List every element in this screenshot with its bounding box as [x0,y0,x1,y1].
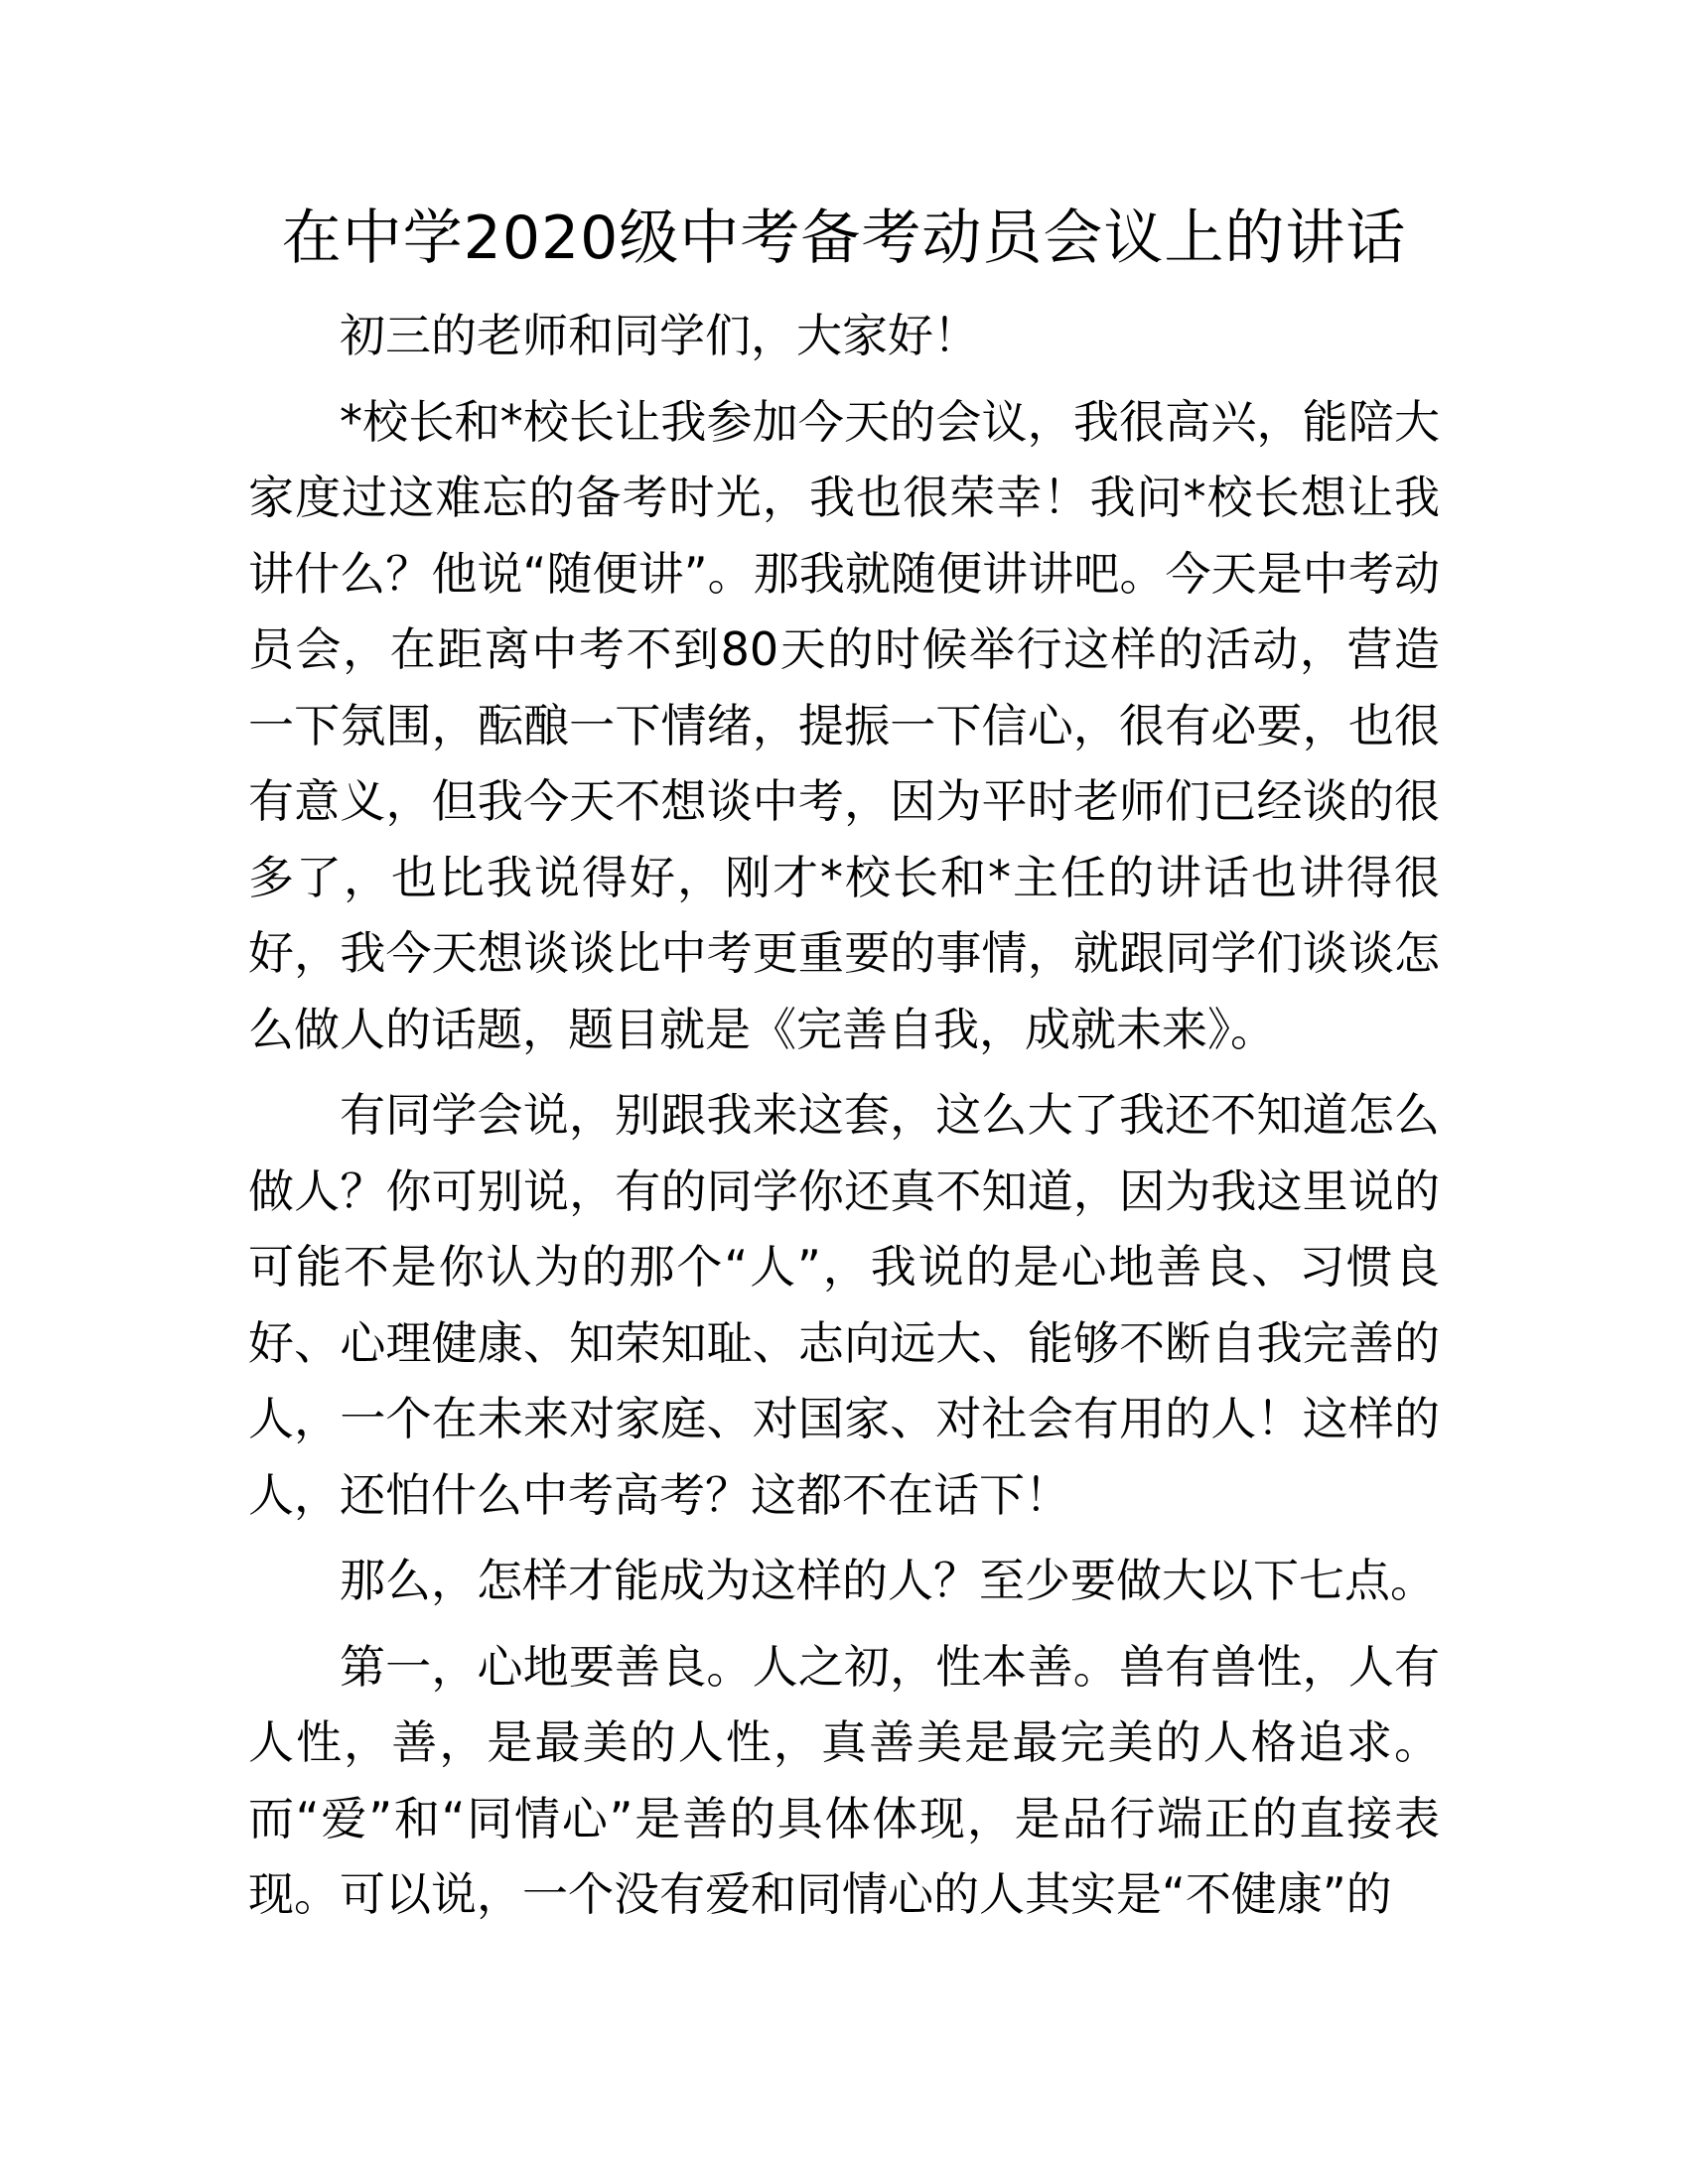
document-body [248,298,1440,1943]
paragraph-seven-points: 那么，怎样才能成为这样的人？至少要做大以下七点。 [340,1554,1436,1607]
paragraph-greeting: 初三的老师和同学们，大家好！ [340,309,979,362]
paragraph-what-kind-of-person: 有同学会说，别跟我来这套，这么大了我还不知道怎么做人？你可别说，有的同学你还真不知道，因为我这里说的可能不是你认为的那个“人”，我说的是心地善良、习惯良好、心理健康、知荣知耻、志向远大、能够不断自我完善的人，一个在未来对家庭、对国家、对社会有用的人！这样的人，还怕什么中考高考？这都不在话下！ [248,1088,1440,1522]
document-title: 在中学2020级中考备考动员会议上的讲话 [281,204,1407,273]
paragraph-introduction: *校长和*校长让我参加今天的会议，我很高兴，能陪大家度过这难忘的备考时光，我也很荣幸！我问*校长想让我讲什么？他说“随便讲”。那我就随便讲讲吧。今天是中考动员会，在距离中考不到80天的时候举行这样的活动，营造一下氛围，酝酿一下情绪，提振一下信心，很有必要，也很有意义，但我今天不想谈中考，因为平时老师们已经谈的很多了，也比我说得好，刚才*校长和*主任的讲话也讲得很好，我今天想谈谈比中考更重要的事情，就跟同学们谈谈怎么做人的话题，题目就是《完善自我，成就未来》。 [248,394,1440,1056]
paragraph-point-one: 第一，心地要善良。人之初，性本善。兽有兽性，人有人性，善，是最美的人性，真善美是最完美的人格追求。而“爱”和“同情心”是善的具体体现，是品行端正的直接表现。可以说，一个没有爱和同情心的人其实是“不健康”的 [248,1639,1440,1921]
